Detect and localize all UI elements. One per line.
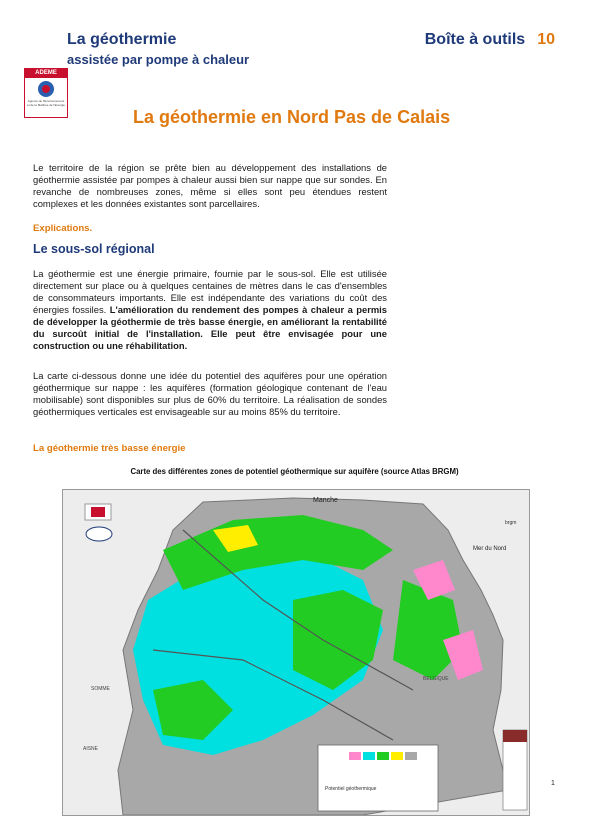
logo-caption: Agence de l'Environnement et de la Maîtrise de l'Energie bbox=[27, 99, 65, 107]
legend-swatch-inconnu bbox=[349, 752, 361, 760]
header-subtitle: assistée par pompe à chaleur bbox=[67, 52, 250, 67]
legend-swatch-moyen bbox=[377, 752, 389, 760]
paragraph-sondes-text: La réalisation de sondes géothermiques verticales est envisageable sur au moins 85% du territoire. bbox=[33, 394, 387, 417]
label-aisne: AISNE bbox=[83, 746, 99, 752]
ademe-logo bbox=[24, 68, 68, 118]
explications-label: Explications. bbox=[33, 223, 93, 234]
section-label: Boîte à outils bbox=[424, 31, 526, 48]
section-number: 10 bbox=[537, 31, 555, 48]
paragraph-geothermie bbox=[33, 268, 387, 352]
map-graphic bbox=[63, 490, 529, 815]
section-label-tbe: La géothermie très basse énergie bbox=[33, 443, 186, 454]
paragraph-carte-text: La carte ci-dessous donne une idée du potentiel des aquifères pour une opération géothermique sur nappe : les aquifères (formation géologique contenant de l'eau mobilisable) sont disponibles sur plus de 60% du territoire. bbox=[33, 370, 387, 405]
legend-swatch-faible bbox=[391, 752, 403, 760]
ademe-emblem-icon bbox=[38, 81, 54, 97]
map-caption: Carte des différentes zones de potentiel géothermique sur aquifère (source Atlas BRGM) bbox=[130, 467, 459, 476]
prefecture-logo-icon bbox=[86, 527, 112, 541]
label-somme: SOMME bbox=[91, 686, 110, 692]
brgm-logo-label: brgm bbox=[505, 520, 517, 526]
logo-name: ADEME bbox=[25, 69, 67, 78]
header-section bbox=[425, 31, 555, 49]
legend-title: Potentiel géothermique bbox=[325, 786, 377, 792]
label-manche: Manche bbox=[313, 497, 338, 504]
page-number: 1 bbox=[551, 780, 555, 787]
paragraph-geothermie-bold: L'amélioration du rendement des pompes à chaleur a permis de développer la géothermie de très basse énergie, en améliorant la rentabilité du surcoût initial de l'installation. Elle peut être envisagée pour une construction ou une réhabilitation. bbox=[33, 304, 387, 351]
section-heading-sous-sol: Le sous-sol régional bbox=[33, 242, 155, 256]
region-logo-mark bbox=[91, 507, 105, 517]
legend-swatch-fort bbox=[363, 752, 375, 760]
paragraph-geothermie-text: La géothermie est une énergie primaire, fournie par le sous-sol. Elle est utilisée directement sur place ou à quelques centaines de mètres dans le cas d'ensembles de consommateurs importants. Elle est indépendante des variations du coût des énergies fossiles. bbox=[33, 268, 387, 315]
paragraph-carte bbox=[33, 370, 387, 418]
atlas-header-band bbox=[503, 730, 527, 742]
label-mer-du-nord: Mer du Nord bbox=[473, 546, 507, 552]
label-belgique: BELGIQUE bbox=[423, 676, 449, 682]
header-title: La géothermie bbox=[67, 31, 177, 48]
legend-swatch-absence bbox=[405, 752, 417, 760]
intro-paragraph: Le territoire de la région se prête bien au développement des installations de géothermie assistée par pompes à chaleur aussi bien sur nappe que sur sondes. En revanche de nombreuses zones, même si elles sont peu étendues restent complexes et les données existantes sont parcellaires. bbox=[33, 162, 387, 209]
page-title: La géothermie en Nord Pas de Calais bbox=[133, 107, 451, 127]
geothermal-map bbox=[62, 489, 530, 816]
